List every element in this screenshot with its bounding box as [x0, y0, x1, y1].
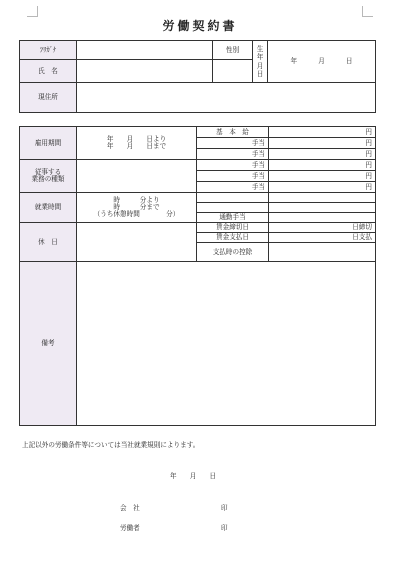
gender-label: 性別 — [213, 41, 253, 60]
address-field[interactable] — [77, 83, 376, 113]
allowance-label-2[interactable]: 手当 — [197, 149, 269, 160]
address-label: 現住所 — [20, 83, 77, 113]
deductions-label: 支払時の控除 — [197, 243, 269, 262]
birthdate-label — [253, 41, 268, 83]
allowance-label-5[interactable]: 手当 — [197, 182, 269, 193]
allowance-field-4[interactable]: 円 — [269, 171, 376, 182]
allowance-field-1[interactable]: 円 — [269, 138, 376, 149]
rules-note: 上記以外の労働条件等については当社就業規則によります。 — [22, 441, 200, 449]
birth-month-label: 月 — [318, 57, 325, 65]
work-hours-label: 就業時間 — [20, 193, 77, 223]
remarks-label: 備考 — [20, 262, 77, 426]
period-start: 年 月 日より — [106, 135, 167, 143]
employment-period-field[interactable] — [77, 127, 197, 160]
birth-char-2: 年 — [256, 53, 264, 62]
company-label: 会 社 — [120, 504, 140, 512]
payday-field[interactable]: 日支払 — [269, 233, 376, 243]
hours-end: 時 分まで — [113, 203, 160, 211]
employment-period-label: 雇用期間 — [20, 127, 77, 160]
holidays-label: 休 日 — [20, 223, 77, 262]
work-conditions-table — [19, 126, 376, 426]
birthdate-field[interactable] — [268, 41, 376, 83]
personal-info-table — [19, 40, 376, 113]
allowance-label-4[interactable]: 手当 — [197, 171, 269, 182]
duties-label — [20, 160, 77, 193]
duties-field[interactable] — [77, 160, 197, 193]
birth-char-4: 日 — [256, 69, 264, 78]
crop-mark-top-right — [362, 6, 373, 17]
birth-char-1: 生 — [256, 44, 264, 53]
blank-wage-field-1[interactable] — [269, 193, 376, 203]
base-salary-field[interactable]: 円 — [269, 127, 376, 138]
birth-day-label: 日 — [345, 57, 353, 65]
payday-label: 賃金支払日 — [197, 233, 269, 243]
commute-allowance-label: 通勤手当 — [197, 213, 269, 223]
furigana-field[interactable] — [77, 41, 213, 60]
gender-field[interactable] — [213, 60, 253, 83]
closing-day-label: 賃金締切日 — [197, 223, 269, 233]
blank-wage-label-2[interactable] — [197, 203, 269, 213]
commute-allowance-field[interactable] — [269, 213, 376, 223]
allowance-field-5[interactable]: 円 — [269, 182, 376, 193]
blank-wage-label-1[interactable] — [197, 193, 269, 203]
hours-start: 時 分より — [113, 196, 160, 204]
furigana-label: ﾌﾘｶﾞﾅ — [20, 41, 77, 60]
birth-char-3: 月 — [256, 61, 264, 70]
closing-day-field[interactable]: 日締切 — [269, 223, 376, 233]
worker-label: 労働者 — [120, 524, 140, 532]
deductions-field[interactable] — [269, 243, 376, 262]
allowance-field-3[interactable]: 円 — [269, 160, 376, 171]
birth-year-label: 年 — [290, 57, 298, 65]
allowance-field-2[interactable]: 円 — [269, 149, 376, 160]
allowance-label-1[interactable]: 手当 — [197, 138, 269, 149]
work-hours-field[interactable] — [77, 193, 197, 223]
contract-date[interactable]: 年 月 日 — [170, 472, 217, 480]
worker-seal[interactable]: 印 — [221, 524, 228, 532]
holidays-field[interactable] — [77, 223, 197, 262]
name-field[interactable] — [77, 60, 213, 83]
duties-label-line1: 従事する — [34, 168, 62, 176]
name-label: 氏 名 — [20, 60, 77, 83]
blank-wage-field-2[interactable] — [269, 203, 376, 213]
period-end: 年 月 日まで — [106, 142, 167, 150]
base-salary-label: 基 本 給 — [197, 127, 269, 138]
crop-mark-top-left — [27, 6, 38, 17]
allowance-label-3[interactable]: 手当 — [197, 160, 269, 171]
duties-label-line2: 業務の種類 — [31, 175, 65, 183]
document-title: 労働契約書 — [162, 19, 238, 33]
remarks-field[interactable] — [77, 262, 376, 426]
company-seal[interactable]: 印 — [221, 504, 228, 512]
break-time: （うち休憩時間 分） — [93, 210, 180, 218]
